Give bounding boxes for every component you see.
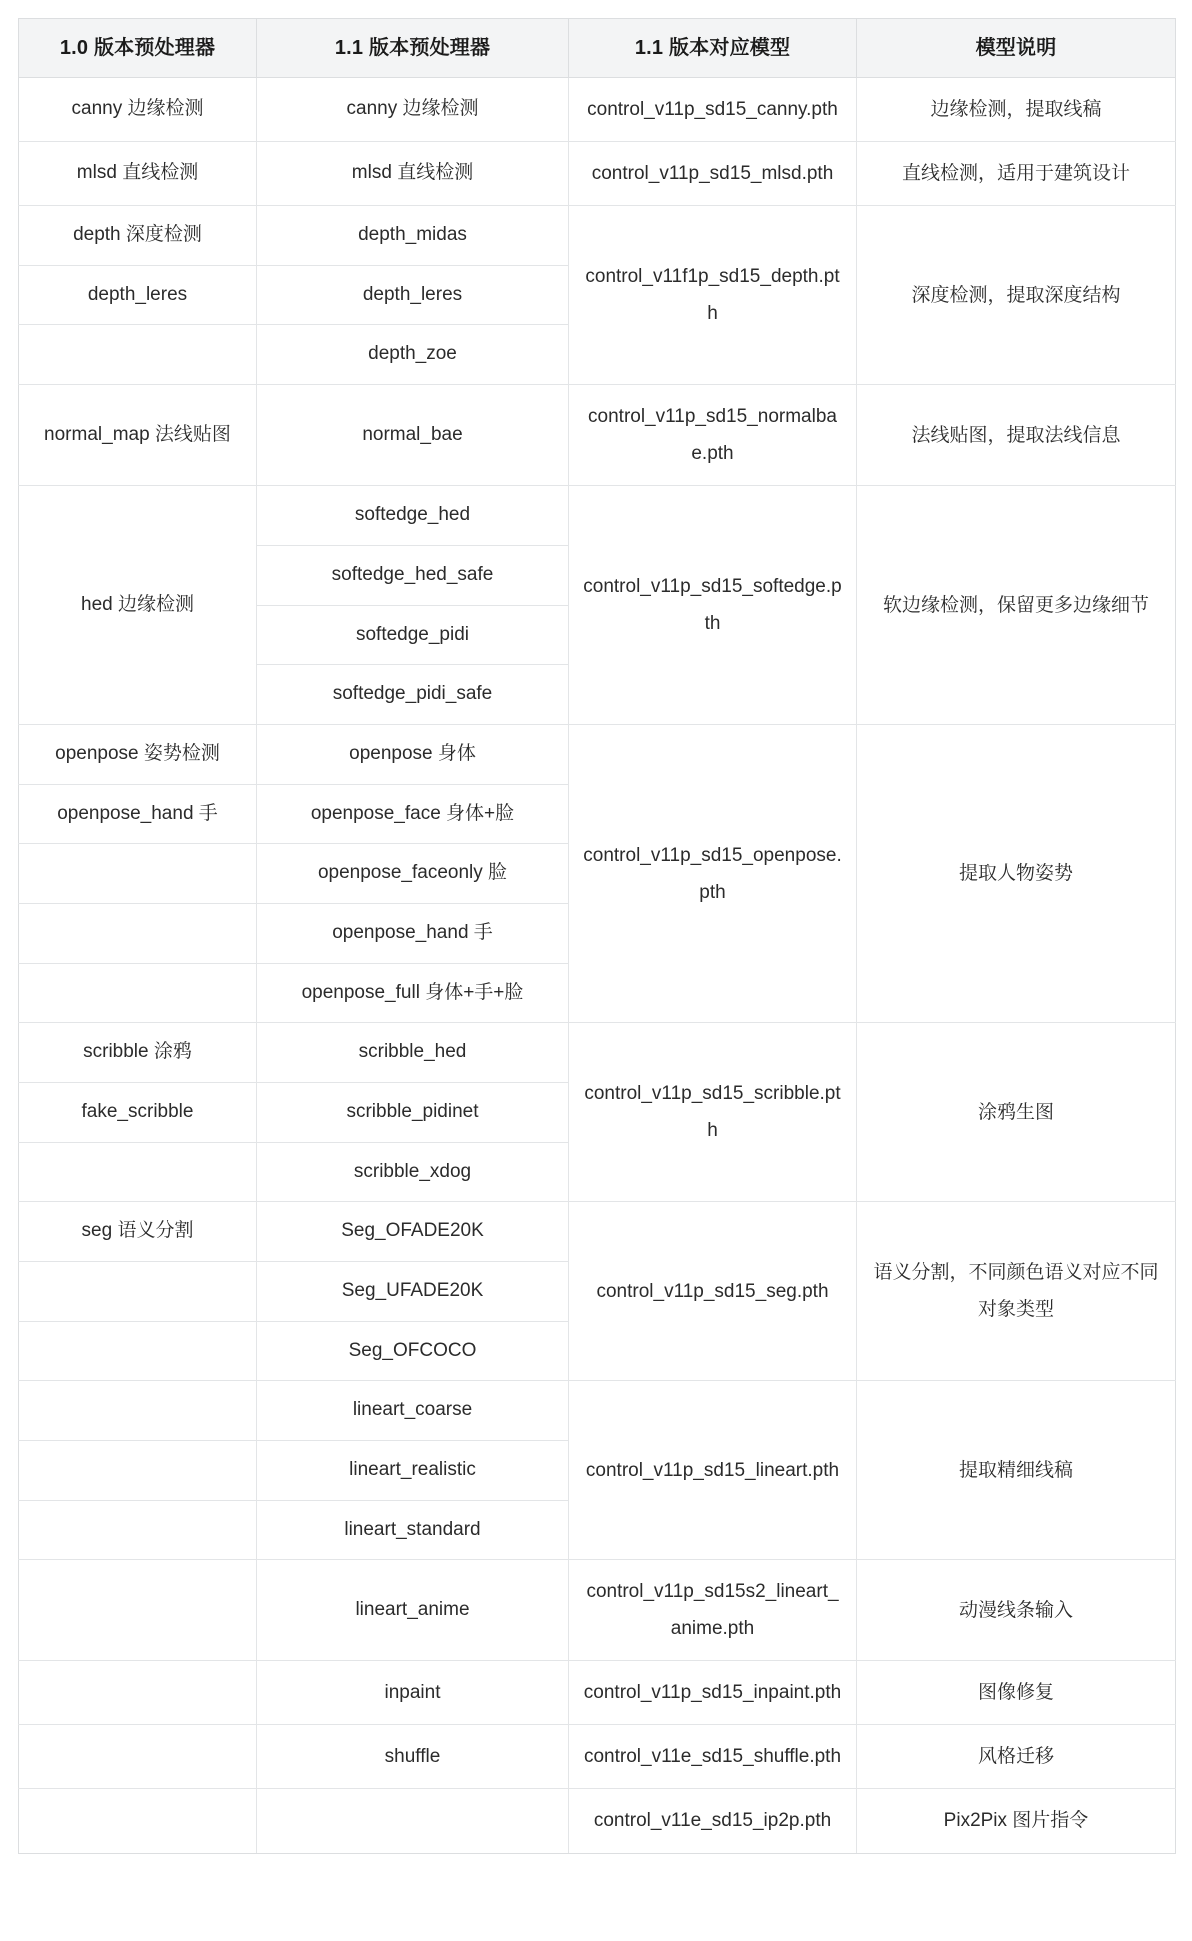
cell-model-file: control_v11p_sd15_inpaint.pth (569, 1661, 857, 1725)
table-row (19, 142, 1176, 206)
cell-preprocessor-10-empty (19, 1381, 257, 1441)
cell-model-file: control_v11p_sd15_mlsd.pth (569, 142, 857, 206)
cell-model-file: control_v11p_sd15s2_lineart_anime.pth (569, 1560, 857, 1661)
cell-model-file: control_v11p_sd15_openpose.pth (569, 724, 857, 1022)
cell-preprocessor-11: depth_midas (257, 206, 569, 266)
cell-model-file: control_v11e_sd15_ip2p.pth (569, 1789, 857, 1853)
cell-preprocessor-11: scribble_pidinet (257, 1082, 569, 1142)
table-header-row (19, 19, 1176, 78)
cell-preprocessor-11: softedge_pidi (257, 605, 569, 665)
cell-preprocessor-11: lineart_anime (257, 1560, 569, 1661)
cell-preprocessor-10: seg 语义分割 (19, 1202, 257, 1262)
cell-preprocessor-10-empty (19, 1789, 257, 1853)
cell-model-file: control_v11p_sd15_seg.pth (569, 1202, 857, 1381)
cell-preprocessor-11: Seg_UFADE20K (257, 1261, 569, 1321)
column-header-preprocessor-10: 1.0 版本预处理器 (19, 19, 257, 78)
cell-preprocessor-10-empty (19, 1142, 257, 1202)
cell-preprocessor-11: softedge_hed_safe (257, 545, 569, 605)
cell-preprocessor-10: scribble 涂鸦 (19, 1023, 257, 1083)
cell-preprocessor-10-empty (19, 1261, 257, 1321)
table-header (19, 19, 1176, 78)
cell-model-description: 法线贴图，提取法线信息 (857, 385, 1176, 486)
table-row (19, 1661, 1176, 1725)
cell-preprocessor-10-empty (19, 1440, 257, 1500)
cell-preprocessor-11: shuffle (257, 1725, 569, 1789)
cell-preprocessor-11-empty (257, 1789, 569, 1853)
cell-model-description: 提取人物姿势 (857, 724, 1176, 1022)
table-row (19, 1789, 1176, 1853)
cell-preprocessor-10-empty (19, 1500, 257, 1560)
table-row (19, 724, 1176, 784)
cell-preprocessor-11: openpose 身体 (257, 724, 569, 784)
table-row (19, 1560, 1176, 1661)
cell-model-file: control_v11p_sd15_softedge.pth (569, 486, 857, 725)
table-row (19, 78, 1176, 142)
cell-preprocessor-11: softedge_pidi_safe (257, 665, 569, 725)
table-row (19, 385, 1176, 486)
cell-preprocessor-11: scribble_hed (257, 1023, 569, 1083)
cell-preprocessor-11: canny 边缘检测 (257, 78, 569, 142)
cell-preprocessor-11: openpose_full 身体+手+脸 (257, 963, 569, 1023)
cell-preprocessor-10: openpose 姿势检测 (19, 724, 257, 784)
cell-model-file: control_v11p_sd15_normalbae.pth (569, 385, 857, 486)
table-row (19, 486, 1176, 546)
table-row (19, 1023, 1176, 1083)
cell-model-description: 深度检测，提取深度结构 (857, 206, 1176, 385)
cell-preprocessor-10-empty (19, 844, 257, 904)
cell-preprocessor-11: mlsd 直线检测 (257, 142, 569, 206)
cell-preprocessor-11: softedge_hed (257, 486, 569, 546)
cell-preprocessor-11: lineart_realistic (257, 1440, 569, 1500)
controlnet-preprocessor-model-table (18, 18, 1176, 1854)
cell-model-description: 边缘检测，提取线稿 (857, 78, 1176, 142)
cell-model-file: control_v11p_sd15_lineart.pth (569, 1381, 857, 1560)
cell-model-file: control_v11f1p_sd15_depth.pth (569, 206, 857, 385)
cell-preprocessor-11: depth_leres (257, 265, 569, 325)
cell-preprocessor-10: canny 边缘检测 (19, 78, 257, 142)
cell-preprocessor-10-empty (19, 325, 257, 385)
cell-preprocessor-10: fake_scribble (19, 1082, 257, 1142)
cell-preprocessor-10: hed 边缘检测 (19, 486, 257, 725)
cell-preprocessor-11: openpose_hand 手 (257, 903, 569, 963)
cell-model-file: control_v11p_sd15_canny.pth (569, 78, 857, 142)
cell-preprocessor-11: Seg_OFCOCO (257, 1321, 569, 1381)
cell-preprocessor-10: normal_map 法线贴图 (19, 385, 257, 486)
cell-model-description: 软边缘检测，保留更多边缘细节 (857, 486, 1176, 725)
cell-preprocessor-10-empty (19, 1725, 257, 1789)
table-row (19, 1202, 1176, 1262)
cell-preprocessor-10-empty (19, 963, 257, 1023)
cell-preprocessor-11: lineart_standard (257, 1500, 569, 1560)
cell-model-file: control_v11e_sd15_shuffle.pth (569, 1725, 857, 1789)
table-row (19, 1381, 1176, 1441)
cell-preprocessor-11: openpose_faceonly 脸 (257, 844, 569, 904)
cell-model-description: 风格迁移 (857, 1725, 1176, 1789)
column-header-preprocessor-11: 1.1 版本预处理器 (257, 19, 569, 78)
cell-preprocessor-10: depth 深度检测 (19, 206, 257, 266)
column-header-model-11: 1.1 版本对应模型 (569, 19, 857, 78)
table-body (19, 78, 1176, 1854)
cell-model-description: 动漫线条输入 (857, 1560, 1176, 1661)
cell-model-description: Pix2Pix 图片指令 (857, 1789, 1176, 1853)
cell-model-description: 语义分割，不同颜色语义对应不同对象类型 (857, 1202, 1176, 1381)
cell-model-description: 提取精细线稿 (857, 1381, 1176, 1560)
cell-model-description: 直线检测，适用于建筑设计 (857, 142, 1176, 206)
column-header-model-description: 模型说明 (857, 19, 1176, 78)
cell-preprocessor-10-empty (19, 903, 257, 963)
cell-preprocessor-10-empty (19, 1321, 257, 1381)
cell-preprocessor-11: scribble_xdog (257, 1142, 569, 1202)
cell-preprocessor-10: openpose_hand 手 (19, 784, 257, 844)
table-row (19, 1725, 1176, 1789)
table-row (19, 206, 1176, 266)
cell-preprocessor-11: Seg_OFADE20K (257, 1202, 569, 1262)
cell-preprocessor-11: openpose_face 身体+脸 (257, 784, 569, 844)
cell-preprocessor-11: inpaint (257, 1661, 569, 1725)
cell-model-file: control_v11p_sd15_scribble.pth (569, 1023, 857, 1202)
cell-model-description: 涂鸦生图 (857, 1023, 1176, 1202)
cell-preprocessor-11: depth_zoe (257, 325, 569, 385)
cell-preprocessor-10-empty (19, 1560, 257, 1661)
cell-preprocessor-10-empty (19, 1661, 257, 1725)
cell-preprocessor-11: lineart_coarse (257, 1381, 569, 1441)
cell-model-description: 图像修复 (857, 1661, 1176, 1725)
cell-preprocessor-10: mlsd 直线检测 (19, 142, 257, 206)
cell-preprocessor-10: depth_leres (19, 265, 257, 325)
cell-preprocessor-11: normal_bae (257, 385, 569, 486)
